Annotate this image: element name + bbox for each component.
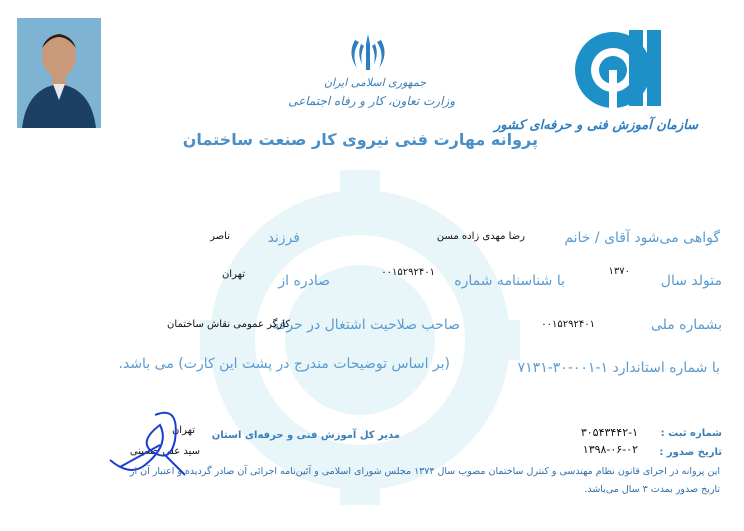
issue-date-label: تاریخ صدور : xyxy=(659,447,722,458)
issued-place: تهران xyxy=(221,269,245,280)
signatory-title: مدیر کل آموزش فنی و حرفه‌ای استان xyxy=(211,430,400,441)
child-of-label: فرزند xyxy=(267,230,300,246)
certificate-title: پروانه مهارت فنی نیروی کار صنعت ساختمان xyxy=(182,130,538,149)
birth-year: ۱۳۷۰ xyxy=(608,266,630,277)
holder-photo xyxy=(17,18,101,128)
issue-date: ۱۳۹۸-۰۶-۰۲ xyxy=(582,443,638,456)
organization-logo-icon xyxy=(569,24,675,114)
father-name: ناصر xyxy=(210,231,230,242)
republic-label: جمهوری اسلامی ایران xyxy=(323,76,426,89)
iran-emblem-icon xyxy=(345,30,391,76)
organization-name: سازمان آموزش فنی و حرفه‌ای کشور xyxy=(494,118,698,133)
national-number: ۰۰۱۵۲۹۲۴۰۱ xyxy=(541,319,595,330)
certify-label: گواهی می‌شود آقای / خانم xyxy=(564,230,720,246)
competency-label: صاحب صلاحیت اشتغال در حرفه xyxy=(272,317,460,333)
standard-label: با شماره استاندارد ۱-۰۰۱-۳۰-۷۱۳۱ xyxy=(517,360,720,376)
legal-note-line2: تاریخ صدور بمدت ۳ سال می‌باشد. xyxy=(584,484,720,495)
birth-label: متولد سال xyxy=(660,273,722,289)
registration-number-label: شماره ثبت : xyxy=(660,428,722,439)
legal-note-line1: این پروانه در اجرای قانون نظام مهندسی و کنترل ساختمان مصوب سال ۱۳۷۴ مجلس شورای اسلامی و آئین‌نامه اجرائی آن صادر گردیده و اعتبار آن از xyxy=(129,466,720,477)
signatory-name: سید علی حسینی xyxy=(129,446,200,457)
ministry-label: وزارت تعاون، کار و رفاه اجتماعی xyxy=(288,94,455,108)
registration-number: ۳۰۵۴۳۴۴۲-۱ xyxy=(580,426,638,439)
signatory-province: تهران xyxy=(171,425,195,436)
national-label: بشماره ملی xyxy=(650,317,722,333)
profession: کارگر عمومی نقاش ساختمان xyxy=(167,319,290,330)
person-photo-icon xyxy=(17,18,101,128)
id-label: با شناسنامه شماره xyxy=(454,273,565,289)
standard-note: (بر اساس توضیحات مندرج در پشت این کارت) می باشد. xyxy=(118,356,450,372)
holder-name: رضا مهدی زاده مسن xyxy=(436,231,525,242)
issued-label: صادره از xyxy=(278,273,330,289)
id-number: ۰۰۱۵۲۹۲۴۰۱ xyxy=(381,267,435,278)
